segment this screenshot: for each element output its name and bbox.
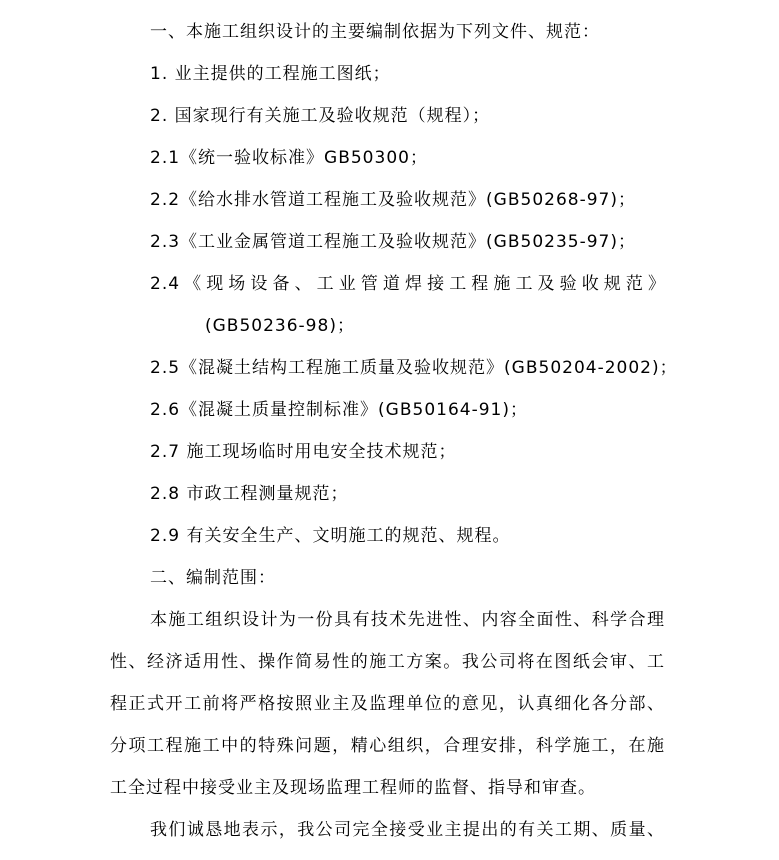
basis-item-2-5: 2.5《混凝土结构工程施工质量及验收规范》(GB50204-2002)； [150, 358, 678, 378]
basis-item-1: 1. 业主提供的工程施工图纸； [150, 64, 391, 84]
basis-item-2-9: 2.9 有关安全生产、文明施工的规范、规程。 [150, 526, 511, 546]
basis-item-2-6: 2.6《混凝土质量控制标准》(GB50164-91)； [150, 400, 528, 420]
scope-paragraph-line-1: 本施工组织设计为一份具有技术先进性、内容全面性、科学合理 [150, 610, 665, 630]
basis-item-2-7: 2.7 施工现场临时用电安全技术规范； [150, 442, 457, 462]
scope-paragraph-line-5: 工全过程中接受业主及现场监理工程师的监督、指导和审查。 [110, 778, 596, 798]
basis-item-2: 2. 国家现行有关施工及验收规范（规程）； [150, 106, 491, 126]
basis-item-2-4-code: (GB50236-98)； [205, 316, 355, 336]
scope-paragraph-line-4: 分项工程施工中的特殊问题，精心组织，合理安排，科学施工，在施 [110, 736, 665, 756]
scope-heading: 二、编制范围： [150, 568, 276, 588]
scope-paragraph-line-3: 程正式开工前将严格按照业主及监理单位的意见，认真细化各分部、 [110, 694, 665, 714]
basis-item-2-8: 2.8 市政工程测量规范； [150, 484, 349, 504]
basis-item-2-1: 2.1《统一验收标准》GB50300； [150, 148, 428, 168]
basis-item-2-3: 2.3《工业金属管道工程施工及验收规范》(GB50235-97)； [150, 232, 636, 252]
basis-item-2-4: 2.4《现场设备、工业管道焊接工程施工及验收规范》 [150, 274, 666, 294]
scope-paragraph-line-2: 性、经济适用性、操作简易性的施工方案。我公司将在图纸会审、工 [110, 652, 665, 672]
basis-item-2-2: 2.2《给水排水管道工程施工及验收规范》(GB50268-97)； [150, 190, 636, 210]
basis-heading: 一、本施工组织设计的主要编制依据为下列文件、规范： [150, 22, 600, 42]
closing-paragraph-line-1: 我们诚恳地表示，我公司完全接受业主提出的有关工期、质量、 [150, 820, 665, 840]
